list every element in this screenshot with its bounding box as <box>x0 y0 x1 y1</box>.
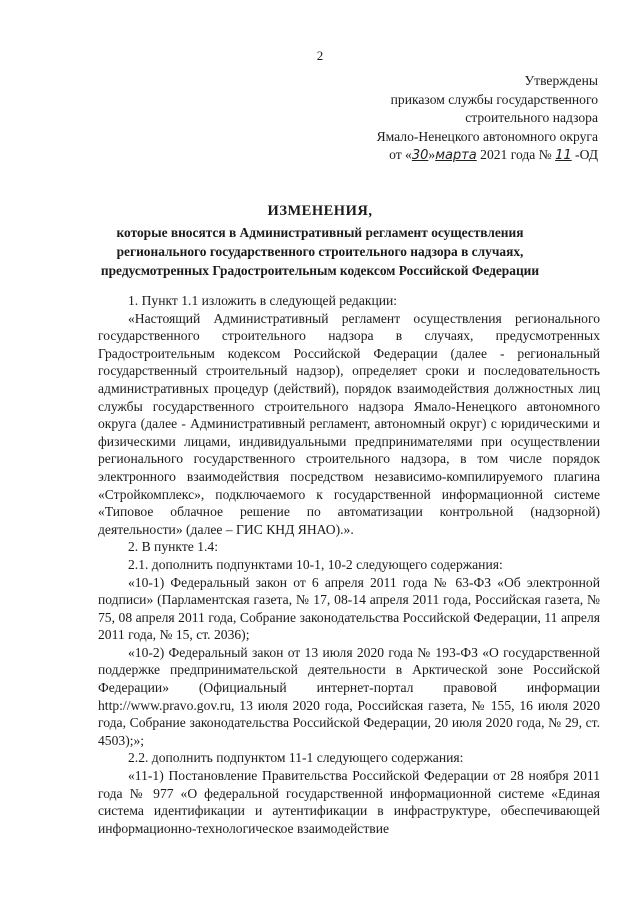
handwritten-day: 30 <box>411 148 429 163</box>
paragraph: 2.2. дополнить подпунктом 11-1 следующего содержания: <box>128 750 464 766</box>
document-subtitle: которые вносятся в Административный регламент осуществления регионального государственного строительного надзора в случаях, предусмотренных Градостроительным кодексом Российской Федерации <box>100 225 540 278</box>
approval-line: Утверждены <box>524 73 598 88</box>
document-title: ИЗМЕНЕНИЯ, <box>267 203 373 219</box>
paragraph: «10-2) Федеральный закон от 13 июля 2020 года № 193-ФЗ «О государственной поддержке предпринимательской деятельности в Арктической зоне Российской Федерации» (Официальный интернет-портал правовой информации http://www.pravo.gov.ru, 13 июля 2020 года, Российская газета, № 155, 16 июля 2020 года, Собрание законодательства Российской Федерации, 20 июля 2020 года, № 29, ст. 4503);»; <box>98 644 600 748</box>
handwritten-number: 11 <box>555 148 572 163</box>
approval-block <box>377 72 598 166</box>
page-number: 2 <box>316 48 324 63</box>
approval-line: приказом службы государственного <box>390 91 598 107</box>
date-prefix: от « <box>389 147 412 162</box>
paragraph: «10-1) Федеральный закон от 6 апреля 2011 года № 63-ФЗ «Об электронной подписи» (Парламентская газета, № 17, 08-14 апреля 2011 года, Российская газета, № 75, 08 апреля 2011 года, Собрание законодательства Российской Федерации, 11 апреля 2011 года, № 15, ст. 2036); <box>98 574 600 643</box>
date-mid: » <box>428 147 436 162</box>
approval-line: строительного надзора <box>465 110 598 125</box>
handwritten-month: марта <box>435 148 477 163</box>
paragraph: «Настоящий Административный регламент осуществления регионального государственного строительного надзора в случаях, предусмотренных Градостроительным кодексом Российской Федерации (далее - региональный государственный строительный надзор), определяет сроки и последовательность административных процедур (действий), порядок взаимодействия должностных лиц службы государственного строительного надзора Ямало-Ненецкого автономного округа (далее - Административный регламент, автономный округ) с юридическими и физическими лицами, индивидуальными предпринимателями при осуществлении регионального государственного строительного надзора, в том числе порядок электронного взаимодействия посредством независимо-компилируемого плагина «Стройкомплекс», подключаемого к государственной информационной системе «Типовое облачное решение по автоматизации контрольной (надзорной) деятельности» (далее – ГИС КНД ЯНАО).». <box>98 310 600 537</box>
number-suffix: -ОД <box>571 147 598 162</box>
paragraph: 2. В пункте 1.4: <box>128 539 218 555</box>
document-body <box>98 292 600 837</box>
approval-date-line <box>377 146 598 166</box>
approval-line: Ямало-Ненецкого автономного округа <box>376 128 598 144</box>
paragraph: «11-1) Постановление Правительства Российской Федерации от 28 ноября 2011 года № 977 «О федеральной государственной информационной системе «Единая система идентификации и аутентификации в инфраструктуре, обеспечивающей информационно-технологическое взаимодействие <box>98 768 600 836</box>
date-suffix: 2021 года № <box>476 147 556 162</box>
paragraph: 1. Пункт 1.1 изложить в следующей редакции: <box>128 293 398 308</box>
paragraph: 2.1. дополнить подпунктами 10-1, 10-2 следующего содержания: <box>128 556 503 572</box>
